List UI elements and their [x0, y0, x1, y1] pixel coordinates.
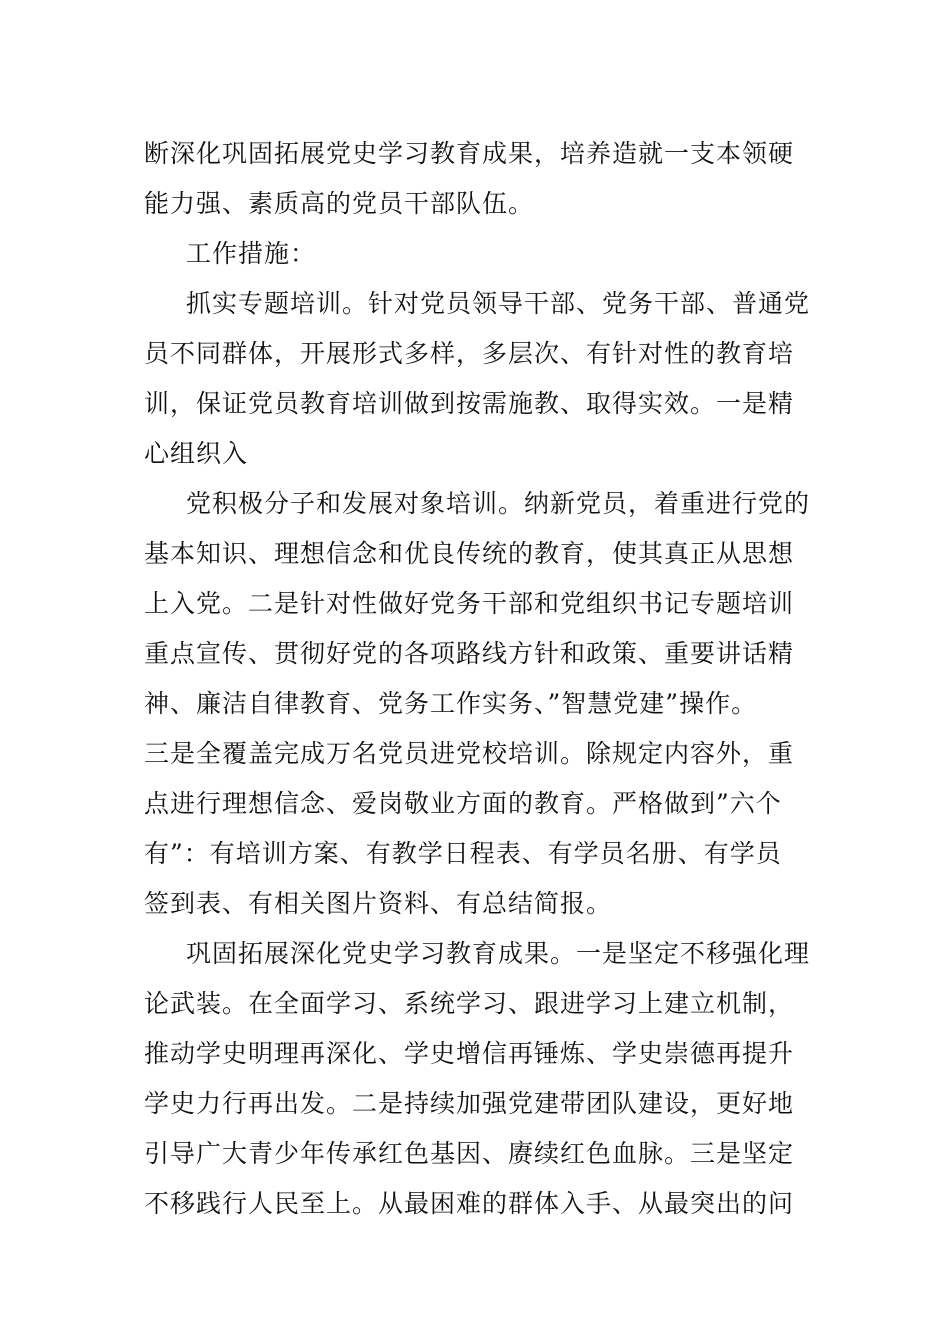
text-line: 点进行理想信念、爱岗敬业方面的教育。严格做到”六个 — [144, 789, 782, 818]
text-line: 引导广大青少年传承红色基因、赓续红色血脉。三是坚定 — [144, 1139, 795, 1168]
text-line: 基本知识、理想信念和优良传统的教育，使其真正从思想 — [144, 539, 795, 568]
text-line: 有”：有培训方案、有教学日程表、有学员名册、有学员 — [144, 839, 782, 868]
text-line: 巩固拓展深化党史学习教育成果。一是坚定不移强化理 — [186, 939, 811, 968]
text-line: 三是全覆盖完成万名党员进党校培训。除规定内容外，重 — [144, 739, 795, 768]
text-line: 训，保证党员教育培训做到按需施教、取得实效。一是精 — [144, 389, 795, 418]
text-line: 上入党。二是针对性做好党务干部和党组织书记专题培训 — [144, 589, 795, 618]
text-line: 员不同群体，开展形式多样，多层次、有针对性的教育培 — [144, 339, 795, 368]
text-line: 论武装。在全面学习、系统学习、跟进学习上建立机制， — [144, 989, 795, 1018]
text-line: 推动学史明理再深化、学史增信再锤炼、学史崇德再提升 — [144, 1039, 795, 1068]
text-line: 党积极分子和发展对象培训。纳新党员，着重进行党的 — [186, 489, 811, 518]
section-heading: 工作措施： — [186, 239, 317, 268]
text-line: 重点宣传、贯彻好党的各项路线方针和政策、重要讲话精 — [144, 639, 795, 668]
text-line: 抓实专题培训。针对党员领导干部、党务干部、普通党 — [186, 289, 811, 318]
text-line: 神、廉洁自律教育、党务工作实务、”智慧党建”操作。 — [144, 689, 758, 718]
text-line: 断深化巩固拓展党史学习教育成果，培养造就一支本领硬 — [144, 139, 795, 168]
text-line: 心组织入 — [144, 439, 249, 468]
text-line: 不移践行人民至上。从最困难的群体入手、从最突出的问 — [144, 1189, 795, 1218]
text-line: 能力强、素质高的党员干部队伍。 — [144, 189, 535, 218]
text-line: 签到表、有相关图片资料、有总结简报。 — [144, 889, 613, 918]
text-line: 学史力行再出发。二是持续加强党建带团队建设，更好地 — [144, 1089, 795, 1118]
